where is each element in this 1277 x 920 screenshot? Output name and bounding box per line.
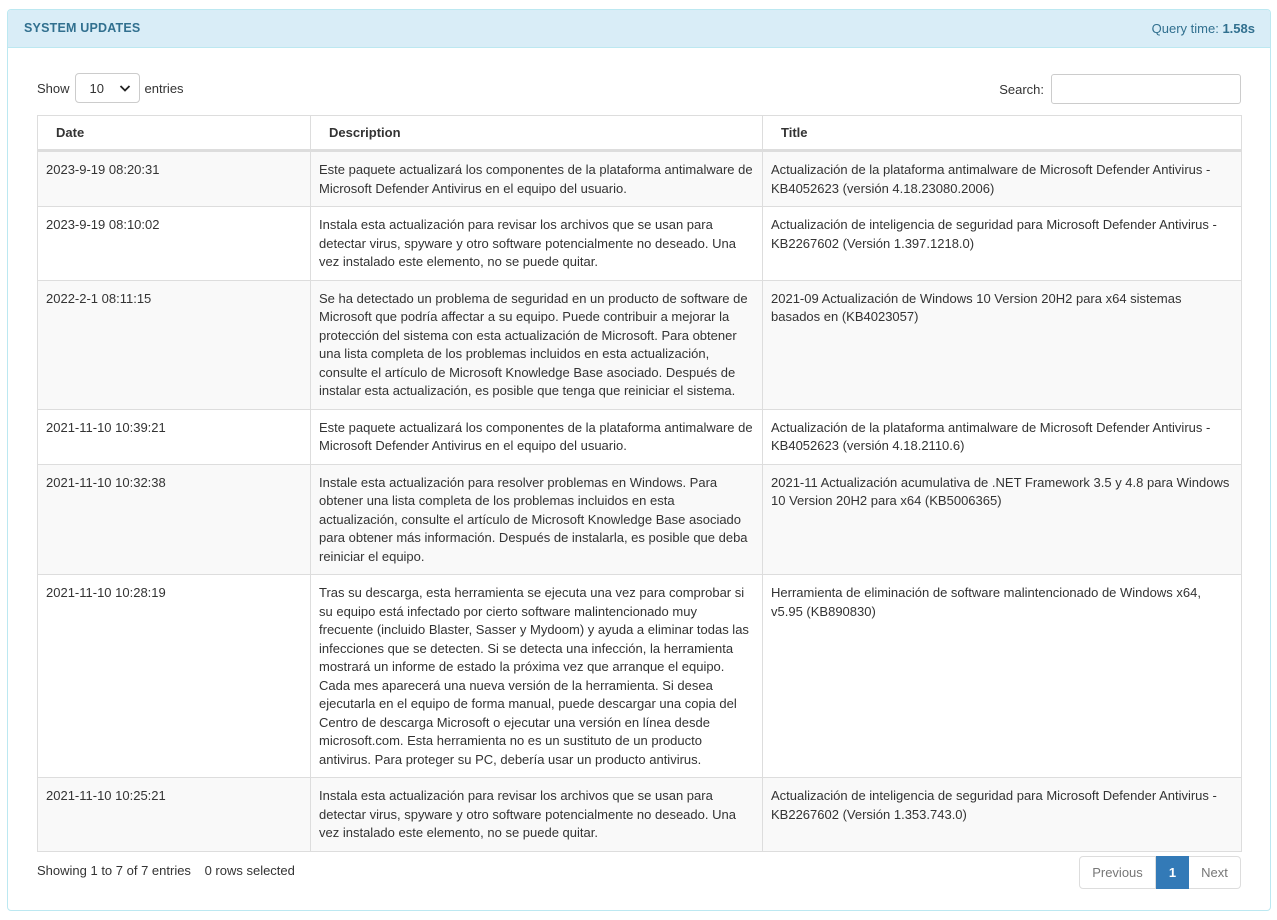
page-length-select[interactable] [75,73,140,103]
cell-description: Instale esta actualización para resolver problemas en Windows. Para obtener una lista completa de los problemas incluidos en esta actualización, consulte el artículo de Microsoft Knowledge Base asociado para obtener más información. Después de instalarla, es posible que deba reiniciar el equipo. [311,464,763,575]
cell-description: Este paquete actualizará los componentes de la plataforma antimalware de Microsoft Defender Antivirus en el equipo del usuario. [311,409,763,464]
page-length-control [37,73,184,103]
search-input[interactable] [1051,74,1241,104]
column-header-description[interactable]: Description [311,116,763,151]
cell-description: Este paquete actualizará los componentes de la plataforma antimalware de Microsoft Defender Antivirus en el equipo del usuario. [311,151,763,207]
chevron-down-icon [117,80,133,96]
cell-description: Instala esta actualización para revisar los archivos que se usan para detectar virus, spyware y otro software potencialmente no deseado. Una vez instalado este elemento, no se puede quitar. [311,778,763,852]
search-control [999,74,1241,104]
cell-title: 2021-09 Actualización de Windows 10 Version 20H2 para x64 sistemas basados en (KB4023057) [763,280,1242,409]
table-row[interactable] [38,409,1242,464]
cell-date: 2023-9-19 08:10:02 [38,207,311,281]
table-info [37,863,295,878]
show-label: Show [37,80,70,96]
page-1-button[interactable]: 1 [1156,856,1189,889]
table-row[interactable] [38,575,1242,778]
next-page-button[interactable]: Next [1189,856,1241,889]
previous-page-button[interactable]: Previous [1079,856,1156,889]
entries-info: Showing 1 to 7 of 7 entries [37,863,191,878]
column-header-title[interactable]: Title [763,116,1242,151]
table-row[interactable] [38,280,1242,409]
cell-title: Actualización de la plataforma antimalware de Microsoft Defender Antivirus - KB4052623 (versión 4.18.2110.6) [763,409,1242,464]
cell-date: 2021-11-10 10:28:19 [38,575,311,778]
cell-date: 2022-2-1 08:11:15 [38,280,311,409]
cell-title: Actualización de inteligencia de seguridad para Microsoft Defender Antivirus - KB2267602 (Versión 1.353.743.0) [763,778,1242,852]
cell-title: Actualización de inteligencia de seguridad para Microsoft Defender Antivirus - KB2267602 (Versión 1.397.1218.0) [763,207,1242,281]
cell-title: Herramienta de eliminación de software malintencionado de Windows x64, v5.95 (KB890830) [763,575,1242,778]
pagination [1079,856,1241,889]
query-time-label: Query time: [1151,21,1219,36]
cell-title: Actualización de la plataforma antimalware de Microsoft Defender Antivirus - KB4052623 (versión 4.18.23080.2006) [763,151,1242,207]
cell-date: 2023-9-19 08:20:31 [38,151,311,207]
cell-description: Se ha detectado un problema de seguridad en un producto de software de Microsoft que podría affectar a su equipo. Puede contribuir a mejorar la protección del sistema con esta actualización de Microsoft. Para obtener una lista completa de los problemas incluidos en esta actualización, consulte el artículo de Microsoft Knowledge Base asociado. Después de instalar esta actualización, es posible que tenga que reiniciar el sistema. [311,280,763,409]
cell-date: 2021-11-10 10:32:38 [38,464,311,575]
column-header-date[interactable]: Date [38,116,311,151]
query-time-value: 1.58s [1222,21,1255,36]
table-row[interactable] [38,151,1242,207]
table-row[interactable] [38,464,1242,575]
updates-table [37,115,1242,852]
entries-label: entries [144,80,184,96]
selection-info: 0 rows selected [204,863,295,878]
query-time [1152,21,1255,36]
panel-title: SYSTEM UPDATES [24,21,141,35]
page-length-value: 10 [89,80,104,96]
panel-heading [8,10,1270,48]
cell-description: Instala esta actualización para revisar los archivos que se usan para detectar virus, spyware y otro software potencialmente no deseado. Una vez instalado este elemento, no se puede quitar. [311,207,763,281]
cell-description: Tras su descarga, esta herramienta se ejecuta una vez para comprobar si su equipo está infectado por cierto software malintencionado muy frecuente (incluido Blaster, Sasser y Mydoom) y ayuda a eliminar todas las infecciones que se detecten. Si se detecta una infección, la herramienta mostrará un informe de estado la próxima vez que arranque el equipo. Cada mes aparecerá una nueva versión de la herramienta. Si desea ejecutarla en el equipo de forma manual, puede descargar una copia del Centro de descarga Microsoft o ejecutar una versión en línea desde microsoft.com. Esta herramienta no es un sustituto de un producto antivirus. Para proteger su PC, debería usar un producto antivirus. [311,575,763,778]
cell-date: 2021-11-10 10:39:21 [38,409,311,464]
table-row[interactable] [38,778,1242,852]
table-row[interactable] [38,207,1242,281]
cell-title: 2021-11 Actualización acumulativa de .NET Framework 3.5 y 4.8 para Windows 10 Version 20H2 para x64 (KB5006365) [763,464,1242,575]
search-label: Search: [999,81,1044,97]
cell-date: 2021-11-10 10:25:21 [38,778,311,852]
table-header-row [38,116,1242,151]
